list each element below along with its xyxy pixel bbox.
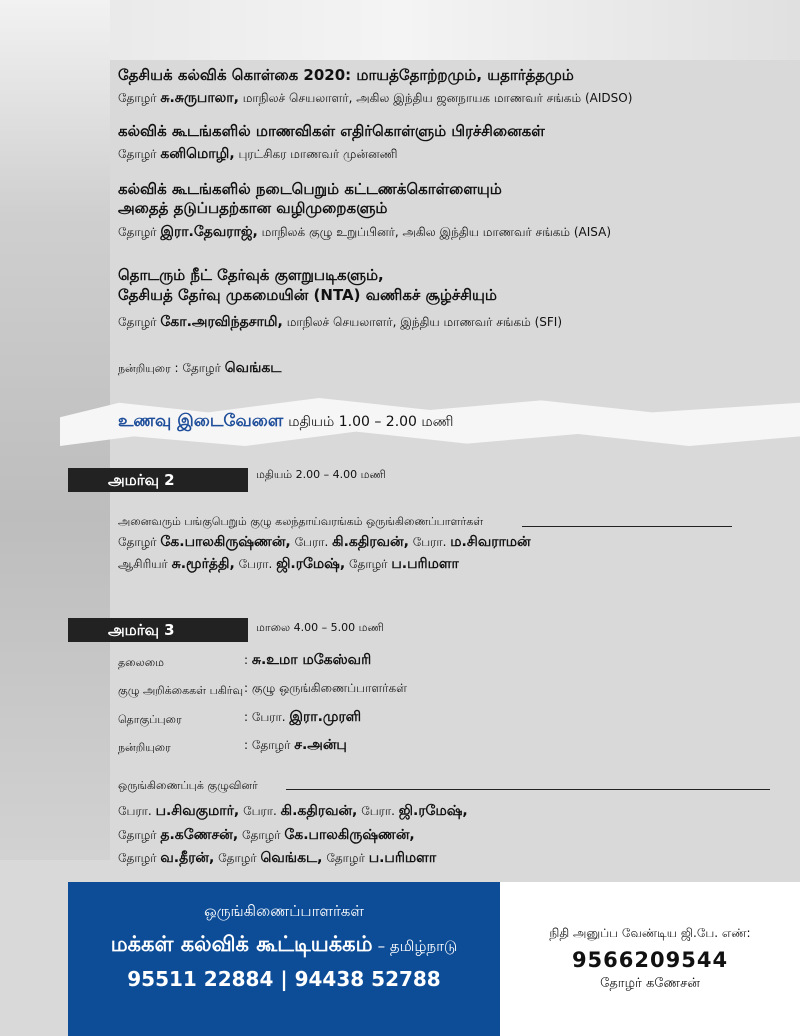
gpay-name: தோழர் கணேசன் [600,976,700,991]
name: குழு ஒருங்கிணைப்பாளர்கள் [251,681,407,695]
prefix: தோழர் [349,557,388,571]
speaker-role: மாநிலக் குழு உறுப்பினர், அகில இந்திய மாணவர் சங்கம் (AISA) [261,225,612,239]
prefix: தோழர் [241,828,281,842]
meal-break [118,411,454,433]
topic-2-title: கல்விக் கூடங்களில் மாணவிகள் எதிர்கொள்ளும் பிரச்சினைகள் [118,122,545,140]
session-2-desc: அனைவரும் பங்குபெறும் குழு கலந்தாய்வரங்கம் ஒருங்கிணைப்பாளர்கள் [118,515,484,528]
name: ம.சிவராமன் [450,534,531,550]
topic-3-title: கல்விக் கூடங்களில் நடைபெறும் கட்டணக்கொள்ளையும் [118,180,502,198]
row-value: : தோழர் ச.அன்பு [244,737,347,753]
divider-line [286,789,770,790]
speaker-prefix: தோழர் [118,315,157,329]
committee-line-2 [118,827,415,845]
name: இரா.முரளி [289,709,362,725]
prefix: தோழர் [118,851,157,865]
speaker-name: கனிமொழி, [160,146,235,162]
name: கி.கதிரவன், [332,534,409,550]
session-2-time: மதியம் 2.00 – 4.00 மணி [256,468,386,481]
footer-organizers [68,882,500,1036]
topic-3-speaker [118,224,611,242]
session-3-time: மாலை 4.00 – 5.00 மணி [256,621,384,634]
gpay-number: 9566209544 [571,948,729,972]
phone-numbers: 95511 22884 | 94438 52788 [127,967,441,991]
session-2-line-2 [118,556,459,574]
name: சு.உமா மகேஸ்வரி [251,652,372,668]
prefix: பேரா. [243,804,277,818]
committee-line-3 [118,850,436,868]
topic-4-title-2: தேசியத் தேர்வு முகமையின் (NTA) வணிகச் சூழ்ச்சியும் [118,286,497,304]
org-name: மக்கள் கல்விக் கூட்டியக்கம் [110,932,373,956]
session-2-badge: அமர்வு 2 [68,468,248,492]
name: ப.பரிமளா [368,850,437,866]
meal-label: உணவு இடைவேளை [118,411,284,431]
prefix: பேரா. [361,804,395,818]
topic-1-title: தேசியக் கல்விக் கொள்கை 2020: மாயத்தோற்றமும், யதார்த்தமும் [118,66,574,84]
name: த.கணேசன், [160,827,239,843]
prefix: பேரா. [251,710,286,724]
org-line [68,932,500,959]
name: ஜி.ரமேஷ், [276,556,346,572]
speaker-role: புரட்சிகர மாணவர் முன்னணி [238,147,398,161]
row-label: குழு அறிக்கைகள் பகிர்வு [118,684,244,697]
speaker-name: கோ.அரவிந்தசாமி, [160,314,283,330]
meal-time: மதியம் 1.00 – 2.00 மணி [288,414,454,430]
prefix: தோழர் [218,851,257,865]
name: ச.அன்பு [294,737,347,753]
coordinators-label: ஒருங்கிணைப்பாளர்கள் [204,902,364,920]
session-3-badge: அமர்வு 3 [68,618,248,642]
org-suffix: – தமிழ்நாடு [377,937,458,955]
thanks-name: வெங்கட [224,360,282,376]
name: கி.கதிரவன், [280,803,358,819]
prefix: தோழர் [251,738,291,752]
row-label: தலைமை [118,656,164,669]
prefix: தோழர் [118,535,157,549]
name: சு.மூர்த்தி, [171,556,235,572]
topic-3-title-2: அதைத் தடுப்பதற்கான வழிமுறைகளும் [118,199,388,217]
divider-line [522,526,732,527]
prefix: தோழர் [118,828,157,842]
topic-2-speaker [118,146,397,164]
speaker-prefix: தோழர் [118,91,157,105]
footer-payment [500,882,800,1036]
prefix: பேரா. [412,535,447,549]
gpay-label: நிதி அனுப்ப வேண்டிய ஜி.பே. எண்: [549,926,751,940]
row-value: : பேரா. இரா.முரளி [244,709,362,725]
name: வ.தீரன், [160,850,215,866]
topic-1-speaker [118,90,632,108]
speaker-name: இரா.தேவராஜ், [160,224,258,240]
thanks-prefix: தோழர் [182,361,221,375]
prefix: பேரா. [118,804,152,818]
row-label: நன்றியுரை [118,741,171,754]
speaker-prefix: தோழர் [118,147,157,161]
name: ப.பரிமளா [391,556,459,572]
topic-4-title: தொடரும் நீட் தேர்வுக் குளறுபடிகளும், [118,266,384,284]
session-2-line-1 [118,534,531,552]
prefix: பேரா. [238,557,273,571]
prefix: ஆசிரியர் [118,557,168,571]
speaker-prefix: தோழர் [118,225,157,239]
speaker-name: சு.சுருபாலா, [160,90,239,106]
committee-line-1 [118,803,468,821]
thanks-label: நன்றியுரை [118,362,171,375]
row-value: : சு.உமா மகேஸ்வரி [244,652,372,668]
prefix: தோழர் [326,851,365,865]
background-top [0,0,800,60]
topic-4-speaker [118,314,562,332]
name: வெங்கட, [260,850,323,866]
row-value: : குழு ஒருங்கிணைப்பாளர்கள் [244,681,407,695]
name: கே.பாலகிருஷ்ணன், [284,827,415,843]
thanks-line [118,360,281,378]
separator: : [174,361,179,375]
speaker-role: மாநிலச் செயலாளர், அகில இந்திய ஜனநாயக மாணவர் சங்கம் (AIDSO) [242,91,633,105]
speaker-role: மாநிலச் செயலாளர், இந்திய மாணவர் சங்கம் (SFI) [286,315,563,329]
row-label: தொகுப்புரை [118,713,182,726]
name: ஜி.ரமேஷ், [398,803,468,819]
committee-label: ஒருங்கிணைப்புக் குழுவினர் [118,779,258,792]
name: ப.சிவகுமார், [155,803,240,819]
prefix: பேரா. [294,535,329,549]
name: கே.பாலகிருஷ்ணன், [160,534,291,550]
